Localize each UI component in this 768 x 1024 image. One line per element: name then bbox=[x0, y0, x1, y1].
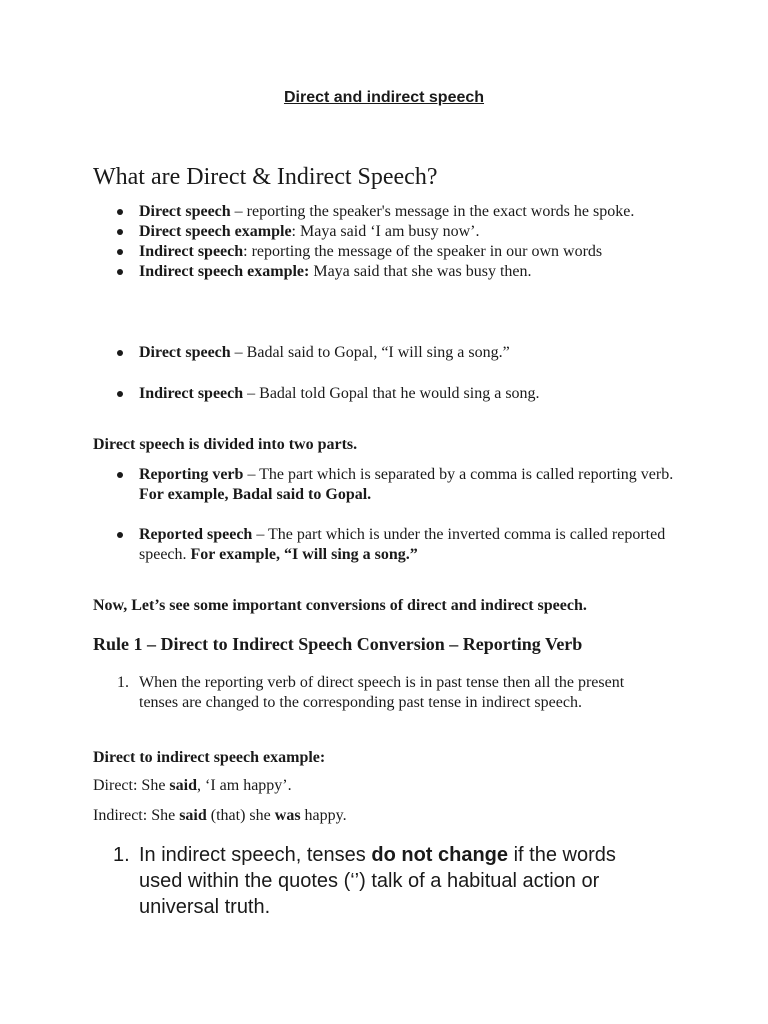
example: For example, “I will sing a song.” bbox=[190, 546, 418, 563]
list-item bbox=[93, 673, 653, 713]
example-verb: said bbox=[169, 777, 197, 794]
example-heading: Direct to indirect speech example: bbox=[93, 749, 326, 766]
rule-list bbox=[93, 673, 653, 713]
term: Direct speech bbox=[139, 203, 231, 220]
indirect-example-list bbox=[93, 384, 693, 404]
list-item bbox=[93, 842, 653, 920]
definition: : Maya said ‘I am busy now’. bbox=[291, 223, 480, 240]
example-prefix: Direct: She bbox=[93, 777, 170, 794]
list-item bbox=[93, 242, 693, 262]
list-item bbox=[93, 384, 693, 404]
list-item bbox=[93, 262, 693, 282]
indirect-example bbox=[93, 806, 713, 826]
item-emphasis: do not change bbox=[371, 844, 509, 866]
definition: – Badal said to Gopal, “I will sing a song.” bbox=[230, 344, 510, 361]
list-item bbox=[93, 202, 693, 222]
list-item bbox=[93, 525, 693, 565]
example-middle: (that) she bbox=[206, 807, 275, 824]
list-item bbox=[93, 222, 693, 242]
direct-example-list bbox=[93, 343, 693, 363]
section-heading: What are Direct & Indirect Speech? bbox=[93, 164, 438, 190]
term: Indirect speech example: bbox=[139, 263, 310, 280]
example-prefix: Indirect: She bbox=[93, 807, 180, 824]
term: Reporting verb bbox=[139, 466, 244, 483]
example-end: happy. bbox=[300, 807, 347, 824]
direct-example bbox=[93, 776, 713, 796]
term: Direct speech bbox=[139, 344, 231, 361]
item-text: When the reporting verb of direct speech is in past tense then all the present tenses are changed to the corresponding past tense in indirect speech. bbox=[139, 674, 625, 711]
definition: – reporting the speaker's message in the exact words he spoke. bbox=[230, 203, 635, 220]
term: Indirect speech bbox=[139, 385, 244, 402]
reporting-verb-list bbox=[93, 465, 693, 505]
definition-list bbox=[93, 202, 693, 282]
definition: : reporting the message of the speaker in our own words bbox=[243, 243, 603, 260]
term: Reported speech bbox=[139, 526, 253, 543]
list-item bbox=[93, 343, 693, 363]
list-item bbox=[93, 465, 693, 505]
term: Indirect speech bbox=[139, 243, 244, 260]
rule-heading: Rule 1 – Direct to Indirect Speech Conversion – Reporting Verb bbox=[93, 634, 583, 654]
example-verb: said bbox=[179, 807, 207, 824]
definition: – The part which is under the inverted comma is called reported speech. bbox=[139, 526, 666, 563]
document-title: Direct and indirect speech bbox=[283, 89, 485, 106]
term: Direct speech example bbox=[139, 223, 292, 240]
conversions-line: Now, Let’s see some important conversions of direct and indirect speech. bbox=[93, 597, 587, 614]
reported-speech-list bbox=[93, 525, 693, 565]
definition: Maya said that she was busy then. bbox=[309, 263, 532, 280]
habitual-rule-list bbox=[93, 842, 653, 920]
item-number: 1. bbox=[117, 674, 129, 691]
definition: – Badal told Gopal that he would sing a song. bbox=[243, 385, 540, 402]
item-text: In indirect speech, tenses bbox=[139, 844, 372, 866]
example: For example, Badal said to Gopal. bbox=[139, 486, 372, 503]
definition: – The part which is separated by a comma is called reporting verb. bbox=[243, 466, 674, 483]
item-text-rest: if the words used within the quotes (‘’) talk of a habitual action or universal truth. bbox=[139, 844, 616, 918]
parts-heading: Direct speech is divided into two parts. bbox=[93, 436, 358, 453]
example-quote: , ‘I am happy’. bbox=[197, 777, 292, 794]
example-verb-past: was bbox=[274, 807, 301, 824]
item-number: 1. bbox=[113, 844, 130, 866]
